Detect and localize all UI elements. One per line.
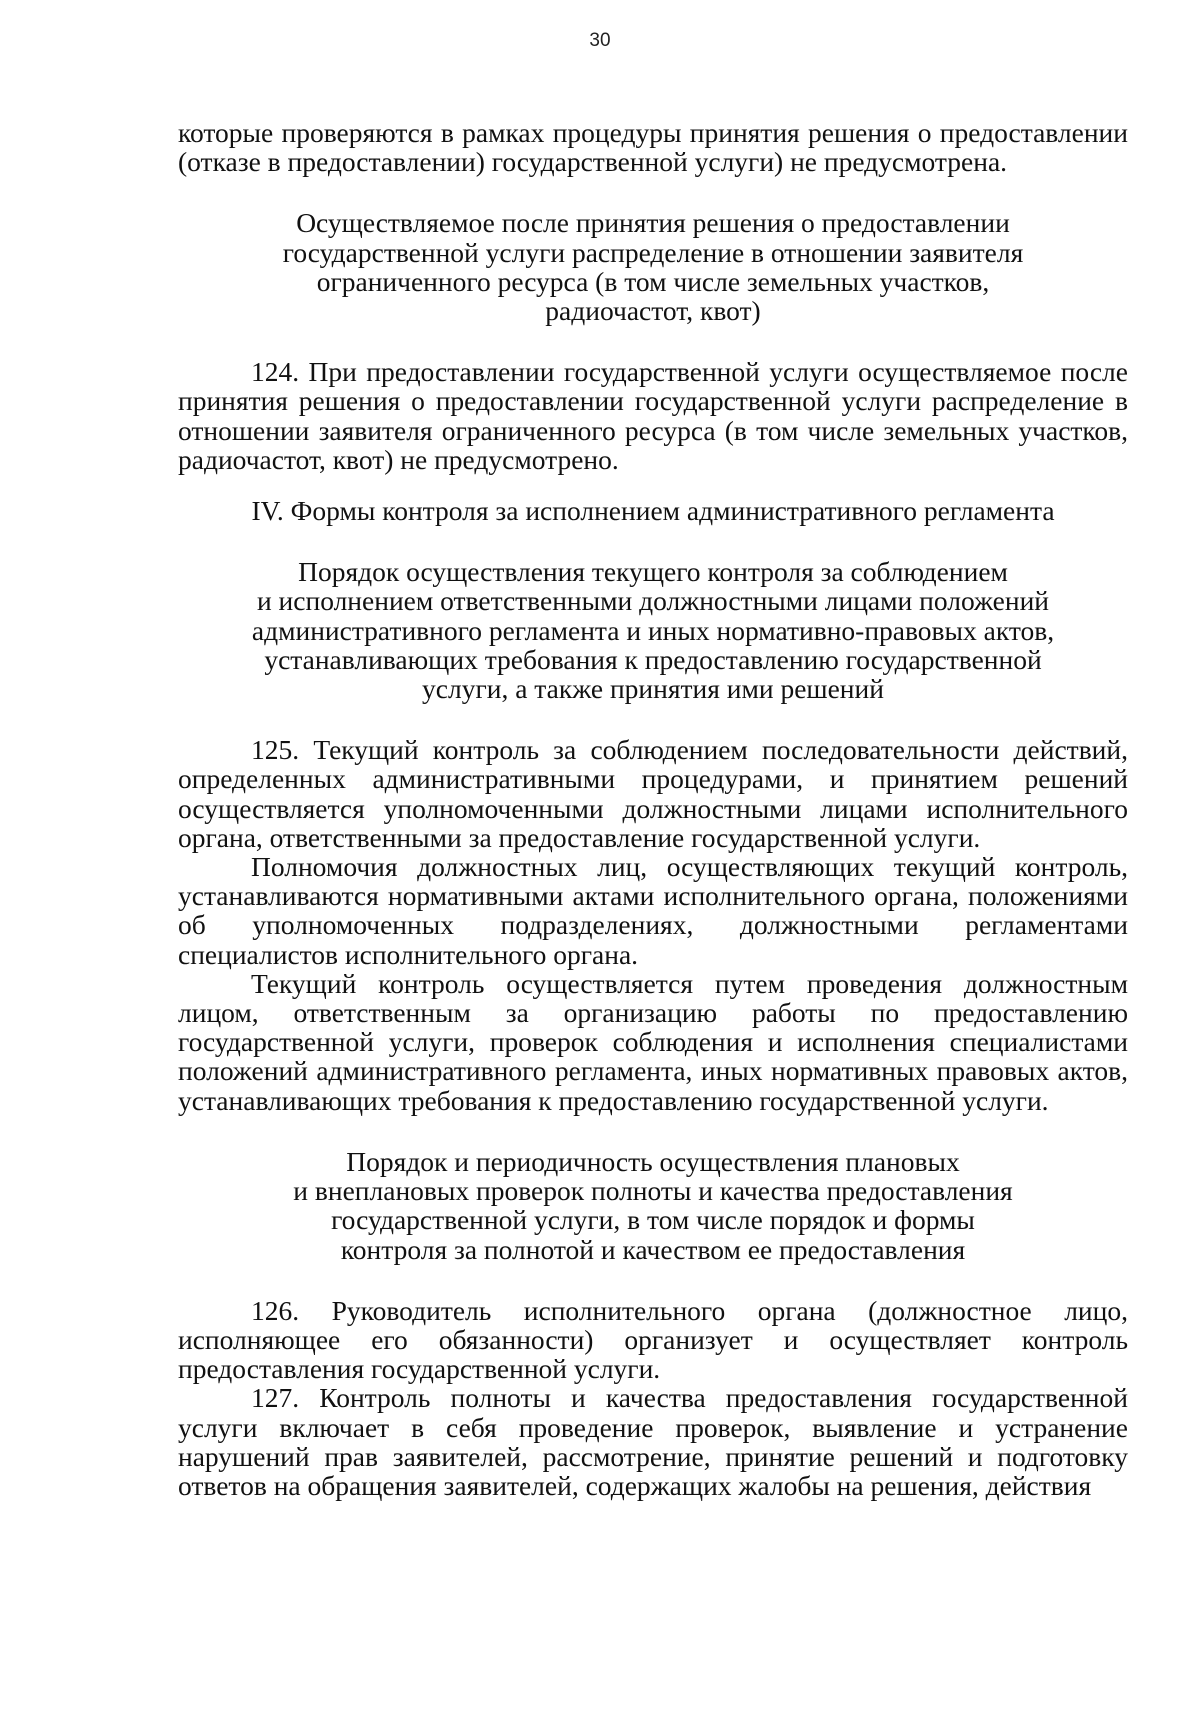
heading-resource-distribution: Осуществляемое после принятия решения о предоставлении государственной услуги распределение в отношении заявителя ограниченного ресурса (в том числе земельных участков, радиочастот, квот) xyxy=(282,207,1024,327)
paragraph-125-current-control: Текущий контроль осуществляется путем проведения должностным лицом, ответственным за организацию работы по предоставлению государственной услуги, проверок соблюдения и исполнения специалистами положений административного регламента, иных нормативных правовых актов, устанавливающих требования к предоставлению государственной услуги. xyxy=(178,967,1128,1116)
paragraph-126: 126. Руководитель исполнительного органа (должностное лицо, исполняющее его обязанности) организует и осуществляет контроль предоставления государственной услуги. xyxy=(178,1294,1128,1385)
paragraph-124: 124. При предоставлении государственной услуги осуществляемое после принятия решения о предоставлении государственной услуги распределение в отношении заявителя ограниченного ресурса (в том числе земельных участков, радиочастот, квот) не предусмотрено. xyxy=(178,356,1128,475)
page-number: 30 xyxy=(589,30,611,51)
paragraph-125: 125. Текущий контроль за соблюдением последовательности действий, определенных административными процедурами, и принятием решений осуществляется уполномоченными должностными лицами исполнительного органа, ответственными за предоставление государственной услуги. xyxy=(178,734,1128,853)
paragraph-127: 127. Контроль полноты и качества предоставления государственной услуги включает в себя проведение проверок, выявление и устранение нарушений прав заявителей, рассмотрение, принятие решений и подготовку ответов на обращения заявителей, содержащих жалобы на решения, действия xyxy=(178,1382,1128,1501)
intro-paragraph: которые проверяются в рамках процедуры принятия решения о предоставлении (отказе в предоставлении) государственной услуги) не предусмотрена. xyxy=(178,117,1128,178)
section-iv-title: IV. Формы контроля за исполнением административного регламента xyxy=(251,495,1055,527)
heading-current-control: Порядок осуществления текущего контроля за соблюдением и исполнением ответственными должностными лицами положений административного регламента и иных нормативно-правовых актов, устанавливающих требования к предоставлению государственной услуги, а также принятия ими решений xyxy=(251,556,1055,705)
document-body xyxy=(178,118,1128,1500)
heading-inspections: Порядок и периодичность осуществления плановых и внеплановых проверок полноты и качества предоставления государственной услуги, в том числе порядок и формы контроля за полнотой и качеством ее предоставления xyxy=(293,1145,1013,1265)
paragraph-125-powers: Полномочия должностных лиц, осуществляющих текущий контроль, устанавливаются нормативными актами исполнительного органа, положениями об уполномоченных подразделениях, должностными регламентами специалистов исполнительного органа. xyxy=(178,851,1128,970)
